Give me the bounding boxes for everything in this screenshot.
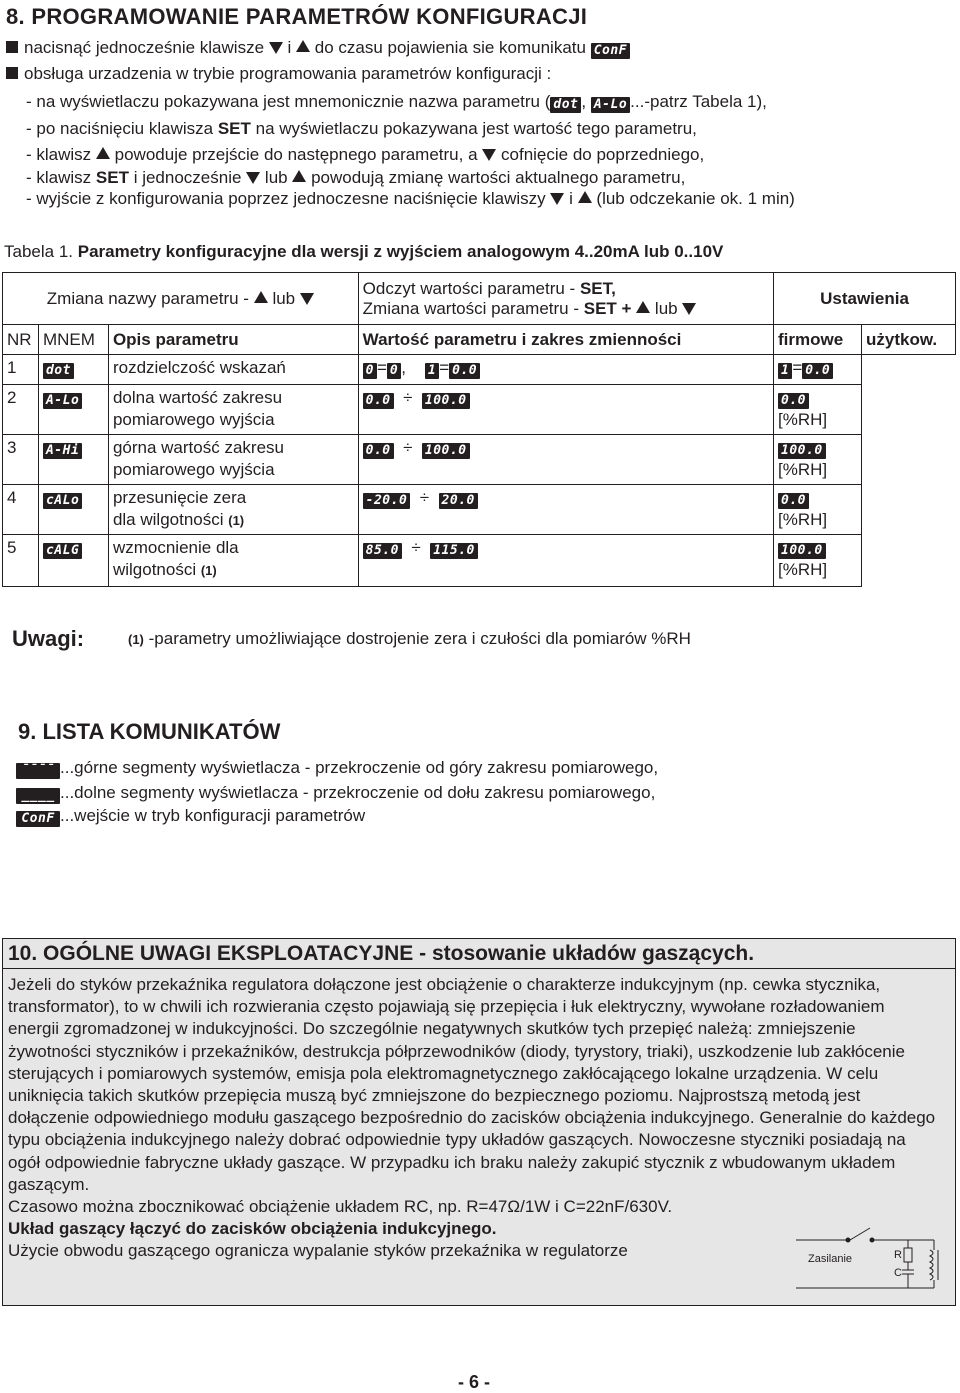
instr-line-4: - klawisz SET i jednocześnie lub powodują zmianę wartości aktualnego parametru,: [26, 168, 686, 187]
row-factory: 100.0 [%RH]: [774, 435, 862, 485]
bullet-1: nacisnąć jednocześnie klawisze i do czasu pojawienia sie komunikatu ConF: [6, 38, 630, 59]
page-number: - 6 -: [458, 1372, 491, 1392]
table-row: [3, 485, 956, 535]
row-mnem: [38, 535, 108, 587]
lcd-dot: dot: [550, 97, 581, 113]
arrow-up-icon: [636, 301, 650, 313]
arrow-down-icon: [482, 149, 496, 161]
table-caption: Tabela 1. Parametry konfiguracyjne dla wersji z wyjściem analogowym 4..20mA lub 0..10V: [4, 242, 724, 261]
col-desc: Opis parametru: [108, 325, 358, 355]
notes-label: Uwagi:: [12, 626, 85, 651]
row-user: [861, 385, 955, 435]
row-nr: 3: [3, 435, 39, 485]
arrow-up-icon: [254, 291, 268, 303]
table-row: [3, 355, 956, 385]
lcd-value: -20.0: [363, 493, 411, 509]
instr-line-3: - klawisz powoduje przejście do następnego parametru, a cofnięcie do poprzedniego,: [26, 145, 705, 164]
lcd-value: 0.0: [363, 393, 394, 409]
lcd-value: 100.0: [778, 443, 826, 459]
lcd-calg: cALG: [43, 543, 82, 559]
lcd-value: 115.0: [430, 543, 478, 559]
row-nr: 2: [3, 385, 39, 435]
section10-title: 10. OGÓLNE UWAGI EKSPLOATACYJNE - stosowanie układów gaszących.: [8, 942, 755, 965]
row-user: [861, 535, 955, 587]
message-conf: ConF ...wejście w tryb konfiguracji parametrów: [16, 806, 365, 827]
message-bottom-segments: ____ ...dolne segmenty wyświetlacza - przekroczenie od dołu zakresu pomiarowego,: [16, 783, 655, 804]
row-desc: rozdzielczość wskazań: [108, 355, 358, 385]
table-row: [3, 385, 956, 435]
bullet-square-icon: [6, 67, 18, 79]
row-desc: wzmocnienie dla wilgotności (1): [108, 535, 358, 587]
lcd-alo: A-Lo: [591, 97, 630, 113]
lcd-bottom-segments: ____: [16, 788, 60, 804]
row-factory: 100.0 [%RH]: [774, 535, 862, 587]
arrow-down-icon: [269, 42, 283, 54]
row-user: [861, 435, 955, 485]
section10-divider: [2, 968, 956, 969]
arrow-down-icon: [300, 293, 314, 305]
row-mnem: [38, 355, 108, 385]
row-value: 0.0 ÷ 100.0: [358, 435, 773, 485]
config-table: [2, 272, 956, 587]
row-mnem: [38, 435, 108, 485]
instr-line-1: - na wyświetlaczu pokazywana jest mnemonicznie nazwa parametru ( dot , A-Lo ...-patrz Tabela 1),: [26, 92, 767, 112]
lcd-value: 0.0: [449, 363, 480, 379]
row-factory: 1 = 0.0: [774, 355, 862, 385]
lcd-value: 0.0: [778, 393, 809, 409]
row-nr: 1: [3, 355, 39, 385]
bullet-square-icon: [6, 41, 18, 53]
row-user: [861, 485, 955, 535]
lcd-value: 0: [363, 363, 377, 379]
row-value: 0.0 ÷ 100.0: [358, 385, 773, 435]
arrow-down-icon: [550, 193, 564, 205]
table-header-row-1: [3, 273, 956, 325]
table-row: [3, 435, 956, 485]
row-nr: 4: [3, 485, 39, 535]
row-desc: dolna wartość zakresu pomiarowego wyjścia: [108, 385, 358, 435]
lcd-value: 1: [778, 363, 792, 379]
notes-text: (1) -parametry umożliwiające dostrojenie zera i czułości dla pomiarów %RH: [128, 629, 691, 648]
arrow-down-icon: [682, 303, 696, 315]
row-desc: przesunięcie zera dla wilgotności (1): [108, 485, 358, 535]
lcd-conf: ConF: [16, 811, 60, 827]
lcd-ahi: A-Hi: [43, 443, 82, 459]
col-user: użytkow.: [861, 325, 955, 355]
section9-title: 9. LISTA KOMUNIKATÓW: [18, 719, 281, 744]
row-nr: 5: [3, 535, 39, 587]
diagram-supply-label: Zasilanie: [808, 1253, 853, 1265]
lcd-value: 0.0: [778, 493, 809, 509]
section8-title: 8. PROGRAMOWANIE PARAMETRÓW KONFIGURACJI: [6, 4, 588, 29]
lcd-calo: cALo: [43, 493, 82, 509]
lcd-value: 20.0: [439, 493, 478, 509]
instr-line-2: - po naciśnięciu klawisza SET na wyświetlaczu pokazywana jest wartość tego parametru,: [26, 119, 697, 138]
diagram-c-label: C: [894, 1267, 902, 1279]
lcd-value: 85.0: [363, 543, 402, 559]
arrow-up-icon: [578, 191, 592, 203]
lcd-value: 100.0: [778, 543, 826, 559]
lcd-dot: dot: [43, 363, 74, 379]
rc-snubber-diagram: [790, 1214, 950, 1296]
bullet-2: obsługa urzadzenia w trybie programowania parametrów konfiguracji :: [6, 64, 551, 84]
lcd-value: 1: [425, 363, 439, 379]
table-row: [3, 535, 956, 587]
lcd-value: 100.0: [422, 443, 470, 459]
table-header-row-2: [3, 325, 956, 355]
row-mnem: [38, 485, 108, 535]
row-factory: 0.0 [%RH]: [774, 485, 862, 535]
row-mnem: [38, 385, 108, 435]
row-factory: 0.0 [%RH]: [774, 385, 862, 435]
diagram-r-label: R: [894, 1249, 902, 1261]
message-top-segments: ¯¯¯¯ ...górne segmenty wyświetlacza - przekroczenie od góry zakresu pomiarowego,: [16, 758, 658, 779]
row-desc: górna wartość zakresu pomiarowego wyjścia: [108, 435, 358, 485]
arrow-down-icon: [246, 172, 260, 184]
instr-line-5: - wyjście z konfigurowania poprzez jednoczesne naciśnięcie klawiszy i (lub odczekanie ok. 1 min): [26, 189, 795, 208]
section10-bold-line: Układ gaszący łączyć do zacisków obciążenia indukcyjnego.: [8, 1219, 497, 1239]
section10-rc-line: Czasowo można zbocznikować obciążenie układem RC, np. R=47Ω/1W i C=22nF/630V.: [8, 1197, 673, 1217]
lcd-conf: ConF: [591, 43, 630, 59]
col-mnem: MNEM: [38, 325, 108, 355]
lcd-top-segments: ¯¯¯¯: [16, 763, 60, 779]
lcd-value: 0: [387, 363, 401, 379]
row-user: [861, 355, 955, 385]
header-read-change-value: Odczyt wartości parametru - SET, Zmiana wartości parametru - SET + lub: [358, 273, 773, 325]
arrow-up-icon: [296, 40, 310, 52]
lcd-alo: A-Lo: [43, 393, 82, 409]
arrow-up-icon: [292, 170, 306, 182]
header-settings: Ustawienia: [774, 273, 956, 325]
col-nr: NR: [3, 325, 39, 355]
lcd-value: 0.0: [802, 363, 833, 379]
header-change-name: Zmiana nazwy parametru - lub: [3, 273, 359, 325]
section10-last-line: Użycie obwodu gaszącego ogranicza wypalanie styków przekaźnika w regulatorze: [8, 1241, 628, 1261]
arrow-up-icon: [96, 147, 110, 159]
row-value: -20.0 ÷ 20.0: [358, 485, 773, 535]
row-value: 85.0 ÷ 115.0: [358, 535, 773, 587]
section10-paragraph: Jeżeli do styków przekaźnika regulatora dołączone jest obciążenie o charakterze indukcyjnym (np. cewka stycznika, transformator), to w chwili ich rozwierania często pojawiają się przepięcia i łuk elektryczny, wywołane rozładowaniem energii zgromadzonej w indukcyjności. Do szczególnie negatywnych skutków tych przepięć należą: zmniejszenie żywotności styczników i przekaźników, destrukcja półprzewodników (diody, tyrystory, triaki), uszkodzenie lub zakłócenie sterujących i pomiarowych systemów, emisja pola elektromagnetycznego zakłócającego lokalne urządzenia. W celu uniknięcia takich skutków przepięcia muszą być zmniejszone do bezpiecznego poziomu. Najprostszą metodą jest dołączenie odpowiedniego modułu gaszącego bezpośrednio do zacisków obciążenia indukcyjnego. Generalnie do każdego typu obciążenia indukcyjnego należy dobrać odpowiednie typy układów gaszących. Nowoczesne styczniki posiadają na ogół odpowiednie fabryczne układy gaszące. W przypadku ich braku należy zakupić stycznik z wbudowanym układem gaszącym.: [8, 975, 936, 1194]
col-factory: firmowe: [774, 325, 862, 355]
lcd-value: 100.0: [422, 393, 470, 409]
lcd-value: 0.0: [363, 443, 394, 459]
col-value: Wartość parametru i zakres zmienności: [358, 325, 773, 355]
row-value: 0 = 0 , 1 = 0.0: [358, 355, 773, 385]
